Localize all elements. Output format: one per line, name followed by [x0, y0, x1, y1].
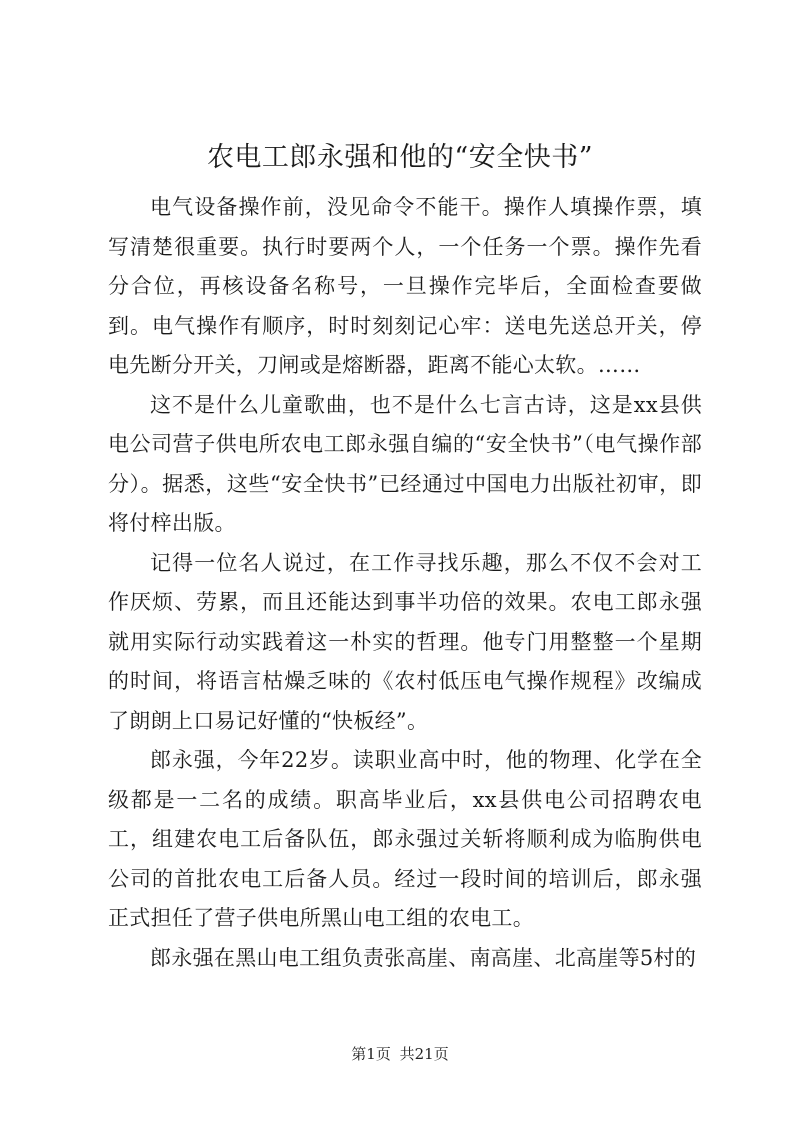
paragraph: 郎永强在黑山电工组负责张高崖、南高崖、北高崖等5村的 [150, 945, 697, 970]
page-number: 第1页 [351, 1045, 391, 1063]
page-footer [0, 1044, 800, 1064]
paragraph: 记得一位名人说过，在工作寻找乐趣，那么不仅不会对工作厌烦、劳累，而且还能达到事半功倍的效果。农电工郎永强就用实际行动实践着这一朴实的哲理。他专门用整整一个星期的时间，将语言枯燥乏味的《农村低压电气操作规程》改编成了朗朗上口易记好懂的“快板经”。 [108, 550, 702, 733]
document-title: 农电工郎永强和他的“安全快书” [206, 142, 594, 173]
document-body [108, 188, 702, 978]
paragraph: 郎永强，今年22岁。读职业高中时，他的物理、化学在全级都是一二名的成绩。职高毕业后，xx县供电公司招聘农电工，组建农电工后备队伍，郎永强过关斩将顺利成为临朐供电公司的首批农电工后备人员。经过一段时间的培训后，郎永强正式担任了营子供电所黑山电工组的农电工。 [108, 748, 702, 930]
paragraph: 电气设备操作前，没见命令不能干。操作人填操作票，填写清楚很重要。执行时要两个人，一个任务一个票。操作先看分合位，再核设备名称号，一旦操作完毕后，全面检查要做到。电气操作有顺序，时时刻刻记心牢：送电先送总开关，停电先断分开关，刀闸或是熔断器，距离不能心太软。…… [108, 195, 702, 377]
page-total: 共21页 [399, 1045, 449, 1063]
paragraph: 这不是什么儿童歌曲，也不是什么七言古诗，这是xx县供电公司营子供电所农电工郎永强自编的“安全快书”（电气操作部分）。据悉，这些“安全快书”已经通过中国电力出版社初审，即将付梓出版。 [108, 392, 702, 535]
